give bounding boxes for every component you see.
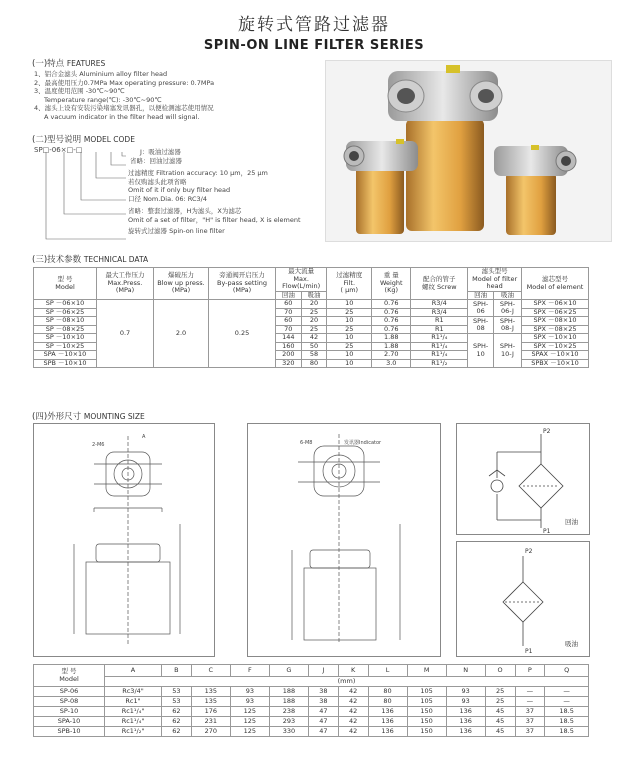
cell-return: 320: [276, 359, 302, 368]
cell-head-return: SPH-06: [468, 300, 494, 317]
cell-dim: 25: [485, 687, 515, 697]
cell-dim: 45: [485, 717, 515, 727]
th-col: P: [515, 665, 545, 677]
cell-dim: 38: [308, 697, 338, 707]
cell-element: SPAX －10×10: [522, 351, 589, 360]
cell-element: SPX －10×10: [522, 334, 589, 343]
cell-suction: 42: [301, 334, 327, 343]
cell-head-suction: SPH-10-J: [493, 334, 521, 368]
indicator-label: 发讯器Indicator: [344, 440, 382, 446]
cell-element: SPX －10×25: [522, 342, 589, 351]
cell-dim: 135: [191, 697, 230, 707]
cell-weight: 0.76: [372, 300, 411, 309]
symbol-return: [456, 423, 590, 535]
th-screw: 配合的管子 螺纹 Screw: [411, 268, 468, 300]
cell-suction: 80: [301, 359, 327, 368]
cell-dim: 105: [407, 687, 446, 697]
dim-row: [34, 687, 589, 697]
cell-dim: 125: [230, 727, 269, 737]
cell-return: 60: [276, 317, 302, 326]
cell-dim: Rc1¹/₄": [105, 707, 162, 717]
p1-label: P1: [525, 648, 533, 655]
svg-text:2-M6: 2-M6: [92, 442, 105, 448]
cell-dim: 62: [162, 727, 192, 737]
dim-row: [34, 707, 589, 717]
cell-suction: 20: [301, 317, 327, 326]
cell-model: SP －10×10: [34, 334, 97, 343]
symbol-suction: [456, 541, 590, 657]
symbol-suction-lines: [457, 542, 589, 656]
th-col: Q: [545, 665, 589, 677]
cell-return: 60: [276, 300, 302, 309]
cell-filt: 10: [327, 351, 372, 360]
cell-suction: 50: [301, 342, 327, 351]
cell-filt: 10: [327, 300, 372, 309]
cell-dim: 270: [191, 727, 230, 737]
cell-suction: 25: [301, 308, 327, 317]
cell-dim: 45: [485, 707, 515, 717]
cell-bypass: 0.25: [209, 300, 276, 368]
cell-dim: 135: [191, 687, 230, 697]
cell-dim: 42: [338, 707, 368, 717]
cell-return: 160: [276, 342, 302, 351]
cell-dim: 18.5: [545, 707, 589, 717]
th-col: C: [191, 665, 230, 677]
cell-suction: 58: [301, 351, 327, 360]
drawing-sp10-lines: [248, 424, 440, 656]
cell-return: 70: [276, 325, 302, 334]
cell-model: SP-08: [34, 697, 105, 707]
th-col: B: [162, 665, 192, 677]
cell-filt: 25: [327, 308, 372, 317]
drawing-sp06-lines: [34, 424, 214, 656]
cell-dim: 150: [407, 717, 446, 727]
cell-screw: R1¹/₄: [411, 351, 468, 360]
cell-dim: 80: [368, 697, 407, 707]
cell-element: SPX －06×25: [522, 308, 589, 317]
th-element: 滤芯型号 Model of element: [522, 268, 589, 300]
th-col: N: [446, 665, 485, 677]
th-filter-head: 滤头型号 Model of filter head: [468, 268, 522, 292]
th-weight: 重 量 Weight (Kg): [372, 268, 411, 300]
model-code-notes: J：吸油过滤器 省略：回油过滤器 过滤精度 Filtration accuracy: 10 μm，25 μm 若仅购滤头此项省略 Omit of it if only buy filter head 口径 Nom.Dia. 06: RC3/4 省略：整套过滤器，H为滤头，X为滤芯 Omit of a set of filter，"H" is filter head, X is element 旋转式过滤器 Spin-on line filter: [128, 148, 301, 235]
th-flow-suction: 吸油: [301, 291, 327, 300]
cell-element: SPX －08×10: [522, 317, 589, 326]
suction-label: 吸油: [565, 640, 578, 648]
th-head-return: 回油: [468, 291, 494, 300]
th-max-press: 最大工作压力 Max.Press. (MPa): [97, 268, 154, 300]
cell-dim: 188: [269, 697, 308, 707]
cell-dim: 136: [368, 727, 407, 737]
cell-dim: 125: [230, 717, 269, 727]
cell-dim: Rc1¹/₄": [105, 717, 162, 727]
cell-dim: 45: [485, 727, 515, 737]
th-model: 型 号 Model: [34, 665, 105, 687]
cell-filt: 10: [327, 359, 372, 368]
cell-dim: 136: [368, 707, 407, 717]
cell-weight: 0.76: [372, 308, 411, 317]
cell-element: SPBX －10×10: [522, 359, 589, 368]
cell-weight: 1.88: [372, 342, 411, 351]
cell-dim: 231: [191, 717, 230, 727]
cell-suction: 25: [301, 325, 327, 334]
th-col: M: [407, 665, 446, 677]
cell-dim: Rc3/4": [105, 687, 162, 697]
cell-weight: 2.70: [372, 351, 411, 360]
th-blow-up: 爆破压力 Blow up press. (MPa): [154, 268, 209, 300]
cell-dim: 53: [162, 687, 192, 697]
cell-filt: 10: [327, 317, 372, 326]
dim-row: [34, 697, 589, 707]
cell-filt: 25: [327, 325, 372, 334]
cell-screw: R3/4: [411, 308, 468, 317]
th-col: F: [230, 665, 269, 677]
th-col: O: [485, 665, 515, 677]
cell-dim: 136: [446, 717, 485, 727]
drawing-sp06: [33, 423, 215, 657]
cell-filt: 25: [327, 342, 372, 351]
feature-item: 2、最高使用压力0.7MPa Max operating pressure: 0.7MPa: [34, 78, 215, 87]
cell-model: SP-10: [34, 707, 105, 717]
cell-screw: R1¹/₄: [411, 334, 468, 343]
return-label: 回油: [565, 518, 578, 526]
th-col: K: [338, 665, 368, 677]
p2-label: P2: [525, 548, 533, 555]
cell-dim: 238: [269, 707, 308, 717]
cell-weight: 0.76: [372, 317, 411, 326]
dim-row: [34, 727, 589, 737]
th-unit: (mm): [105, 677, 589, 687]
page-title-en: SPIN-ON LINE FILTER SERIES: [203, 38, 425, 53]
cell-weight: 3.0: [372, 359, 411, 368]
model-code-heading: (二)型号说明 MODEL CODE: [32, 135, 135, 145]
cell-model: SP －10×25: [34, 342, 97, 351]
cell-dim: 150: [407, 727, 446, 737]
page-title-cn: 旋转式管路过滤器: [238, 15, 390, 35]
cell-model: SP －06×10: [34, 300, 97, 309]
cell-dim: 136: [368, 717, 407, 727]
cell-dim: 47: [308, 707, 338, 717]
cell-dim: 125: [230, 707, 269, 717]
svg-text:A: A: [142, 434, 146, 440]
cell-screw: R1: [411, 325, 468, 334]
cell-model: SP －06×25: [34, 308, 97, 317]
svg-text:6-M8: 6-M8: [300, 440, 313, 446]
cell-dim: 93: [446, 697, 485, 707]
model-code-leader-lines: [34, 152, 130, 247]
cell-weight: 1.88: [372, 334, 411, 343]
feature-item: Temperature range(℃): -30℃~90℃: [44, 95, 162, 104]
cell-head-return: SPH-08: [468, 317, 494, 334]
cell-dim: —: [545, 687, 589, 697]
p1-label: P1: [543, 528, 551, 534]
th-col: G: [269, 665, 308, 677]
cell-model: SPB-10: [34, 727, 105, 737]
p2-label: P2: [543, 428, 551, 435]
feature-item: 1、铝合金滤头 Aluminium alloy filter head: [34, 70, 168, 78]
cell-dim: 62: [162, 717, 192, 727]
cell-dim: 42: [338, 697, 368, 707]
cell-dim: Rc1¹/₂": [105, 727, 162, 737]
cell-dim: 80: [368, 687, 407, 697]
cell-dim: 47: [308, 717, 338, 727]
filter-illustration: [326, 61, 611, 241]
th-col: A: [105, 665, 162, 677]
feature-item: A vacuum indicator in the filter head will signal.: [44, 112, 200, 121]
model-code-string: SP□-06×□-□: [34, 146, 83, 154]
cell-dim: 25: [485, 697, 515, 707]
cell-dim: 37: [515, 727, 545, 737]
cell-element: SPX －06×10: [522, 300, 589, 309]
cell-dim: 42: [338, 717, 368, 727]
cell-dim: 136: [446, 707, 485, 717]
cell-dim: 93: [446, 687, 485, 697]
technical-heading: (三)技术参数 TECHNICAL DATA: [32, 255, 149, 265]
cell-model: SP －08×25: [34, 325, 97, 334]
th-head-suction: 吸油: [493, 291, 521, 300]
cell-dim: 176: [191, 707, 230, 717]
cell-model: SP －08×10: [34, 317, 97, 326]
cell-dim: 53: [162, 697, 192, 707]
cell-dim: 37: [515, 707, 545, 717]
cell-model: SPA-10: [34, 717, 105, 727]
cell-dim: 150: [407, 707, 446, 717]
cell-dim: 293: [269, 717, 308, 727]
cell-dim: 47: [308, 727, 338, 737]
th-bypass: 旁通阀开启压力 By-pass setting (MPa): [209, 268, 276, 300]
mounting-heading: (四)外形尺寸 MOUNTING SIZE: [32, 412, 145, 422]
product-photo: [325, 60, 612, 242]
cell-model: SPA －10×10: [34, 351, 97, 360]
cell-dim: 42: [338, 727, 368, 737]
cell-dim: 38: [308, 687, 338, 697]
features-heading: (一)特点 FEATURES: [32, 59, 106, 69]
cell-screw: R1¹/₂: [411, 359, 468, 368]
cell-head-suction: SPH-06-J: [493, 300, 521, 317]
cell-dim: 93: [230, 697, 269, 707]
cell-return: 200: [276, 351, 302, 360]
dim-row: [34, 717, 589, 727]
cell-dim: 18.5: [545, 717, 589, 727]
cell-model: SPB －10×10: [34, 359, 97, 368]
cell-model: SP-06: [34, 687, 105, 697]
cell-dim: 330: [269, 727, 308, 737]
feature-item: 4、滤头上设有安装污染堵塞发讯器孔，以便检测滤芯使用情况: [34, 104, 214, 112]
cell-screw: R1¹/₄: [411, 342, 468, 351]
th-model: 型 号 Model: [34, 268, 97, 300]
cell-return: 144: [276, 334, 302, 343]
technical-table: [33, 267, 589, 368]
feature-item: 3、温度使用范围 -30℃~90℃: [34, 87, 125, 95]
cell-dim: —: [545, 697, 589, 707]
cell-dim: 93: [230, 687, 269, 697]
cell-element: SPX －08×25: [522, 325, 589, 334]
cell-dim: 18.5: [545, 727, 589, 737]
cell-max-press: 0.7: [97, 300, 154, 368]
features-list: [34, 70, 214, 121]
th-col: J: [308, 665, 338, 677]
cell-dim: 188: [269, 687, 308, 697]
cell-dim: Rc1": [105, 697, 162, 707]
cell-dim: 37: [515, 717, 545, 727]
drawing-sp10: [247, 423, 441, 657]
th-filt: 过滤精度 Filt. ( μm): [327, 268, 372, 300]
cell-weight: 0.76: [372, 325, 411, 334]
cell-dim: 62: [162, 707, 192, 717]
dimensions-table: [33, 664, 589, 737]
cell-suction: 20: [301, 300, 327, 309]
cell-blow-up: 2.0: [154, 300, 209, 368]
symbol-return-lines: [457, 424, 589, 534]
cell-return: 70: [276, 308, 302, 317]
cell-dim: 42: [338, 687, 368, 697]
cell-head-suction: SPH-08-J: [493, 317, 521, 334]
cell-filt: 10: [327, 334, 372, 343]
th-col: L: [368, 665, 407, 677]
cell-screw: R1: [411, 317, 468, 326]
cell-dim: 136: [446, 727, 485, 737]
cell-dim: —: [515, 687, 545, 697]
th-flow-return: 回油: [276, 291, 302, 300]
cell-dim: —: [515, 697, 545, 707]
cell-head-return: SPH-10: [468, 334, 494, 368]
cell-dim: 105: [407, 697, 446, 707]
th-max-flow: 最大流量 Max. Flow(L/min): [276, 268, 327, 292]
cell-screw: R3/4: [411, 300, 468, 309]
